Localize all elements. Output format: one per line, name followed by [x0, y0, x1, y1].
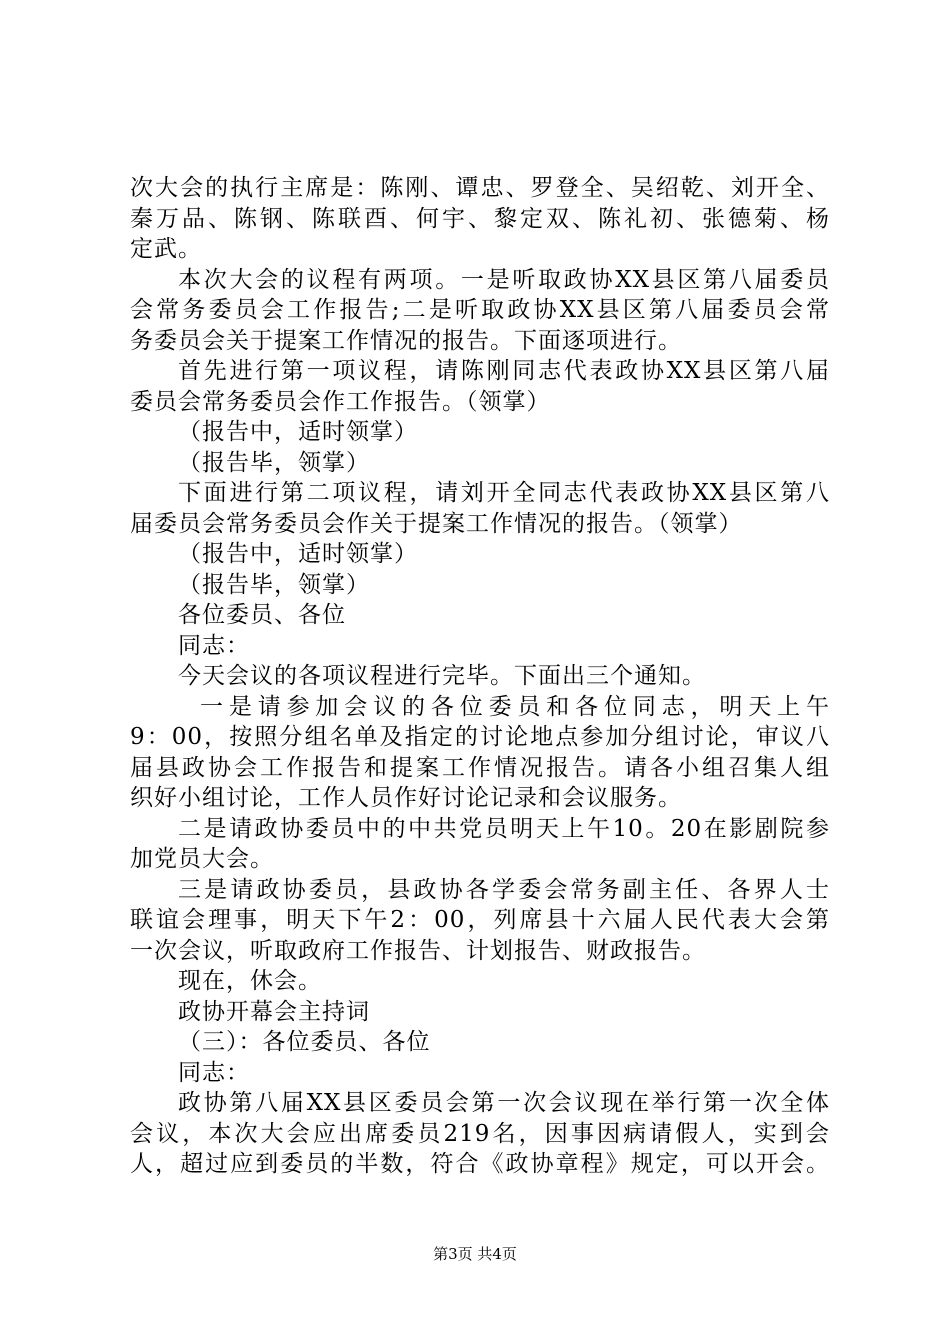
page-footer	[0, 1244, 950, 1264]
text-line: 委员会常务委员会作工作报告。（领掌）	[130, 388, 551, 415]
text-line: 今天会议的各项议程进行完毕。下面出三个通知。	[178, 663, 706, 689]
text-line: 三是请政协委员，县政协各学委会常务副主任、各界人士	[178, 876, 830, 903]
text-line: 届县政协会工作报告和提案工作情况报告。请各小组召集人组	[130, 754, 830, 781]
text-line: 人，超过应到委员的半数，符合《政协章程》规定，可以开会。	[130, 1151, 830, 1177]
text-line: （报告毕，领掌）	[178, 571, 370, 598]
text-line: 秦万品、陈钢、陈联酉、何宇、黎定双、陈礼初、张德菊、杨	[130, 205, 830, 232]
text-line: 届委员会常务委员会作关于提案工作情况的报告。（领掌）	[130, 510, 743, 537]
text-line: 务委员会关于提案工作情况的报告。下面逐项进行。	[130, 327, 682, 354]
text-line: 政协开幕会主持词	[178, 998, 370, 1025]
text-line: 会常务委员会工作报告;二是听取政协XX县区第八届委员会常	[130, 297, 830, 323]
text-line: 定武。	[130, 236, 202, 262]
text-line: 织好小组讨论，工作人员作好讨论记录和会议服务。	[130, 785, 682, 811]
text-line: 政协第八届XX县区委员会第一次会议现在举行第一次全体	[178, 1090, 830, 1116]
page-number: 第3页 共4页	[433, 1245, 517, 1263]
text-line: 次大会的执行主席是：陈刚、谭忠、罗登全、吴绍乾、刘开全、	[130, 175, 830, 201]
text-line: 现在，休会。	[178, 968, 322, 994]
text-line: 联谊会理事，明天下午2：00，列席县十六届人民代表大会第	[130, 907, 830, 933]
text-line: 下面进行第二项议程，请刘开全同志代表政协XX县区第八	[178, 480, 830, 506]
text-line: 同志：	[178, 632, 250, 659]
text-line: （报告中，适时领掌）	[178, 419, 418, 445]
text-line: 加党员大会。	[130, 846, 274, 872]
text-line: 同志：	[178, 1059, 250, 1086]
text-line: 二是请政协委员中的中共党员明天上午10。20在影剧院参	[178, 815, 830, 842]
text-line: 一次会议，听取政府工作报告、计划报告、财政报告。	[130, 937, 706, 964]
text-line: 9：00，按照分组名单及指定的讨论地点参加分组讨论，审议八	[130, 724, 830, 750]
text-line: 各位委员、各位	[178, 602, 346, 628]
text-line: 一是请参加会议的各位委员和各位同志，明天上午	[200, 693, 830, 720]
text-line: 首先进行第一项议程，请陈刚同志代表政协XX县区第八届	[178, 358, 830, 384]
text-line: 本次大会的议程有两项。一是听取政协XX县区第八届委员	[178, 266, 830, 293]
text-line: 会议，本次大会应出席委员219名，因事因病请假人，实到会	[130, 1120, 830, 1147]
text-line: （报告中，适时领掌）	[178, 541, 418, 567]
document-body	[130, 173, 830, 1180]
text-line: （报告毕，领掌）	[178, 449, 370, 476]
text-line: （三）：各位委员、各位	[178, 1029, 431, 1055]
